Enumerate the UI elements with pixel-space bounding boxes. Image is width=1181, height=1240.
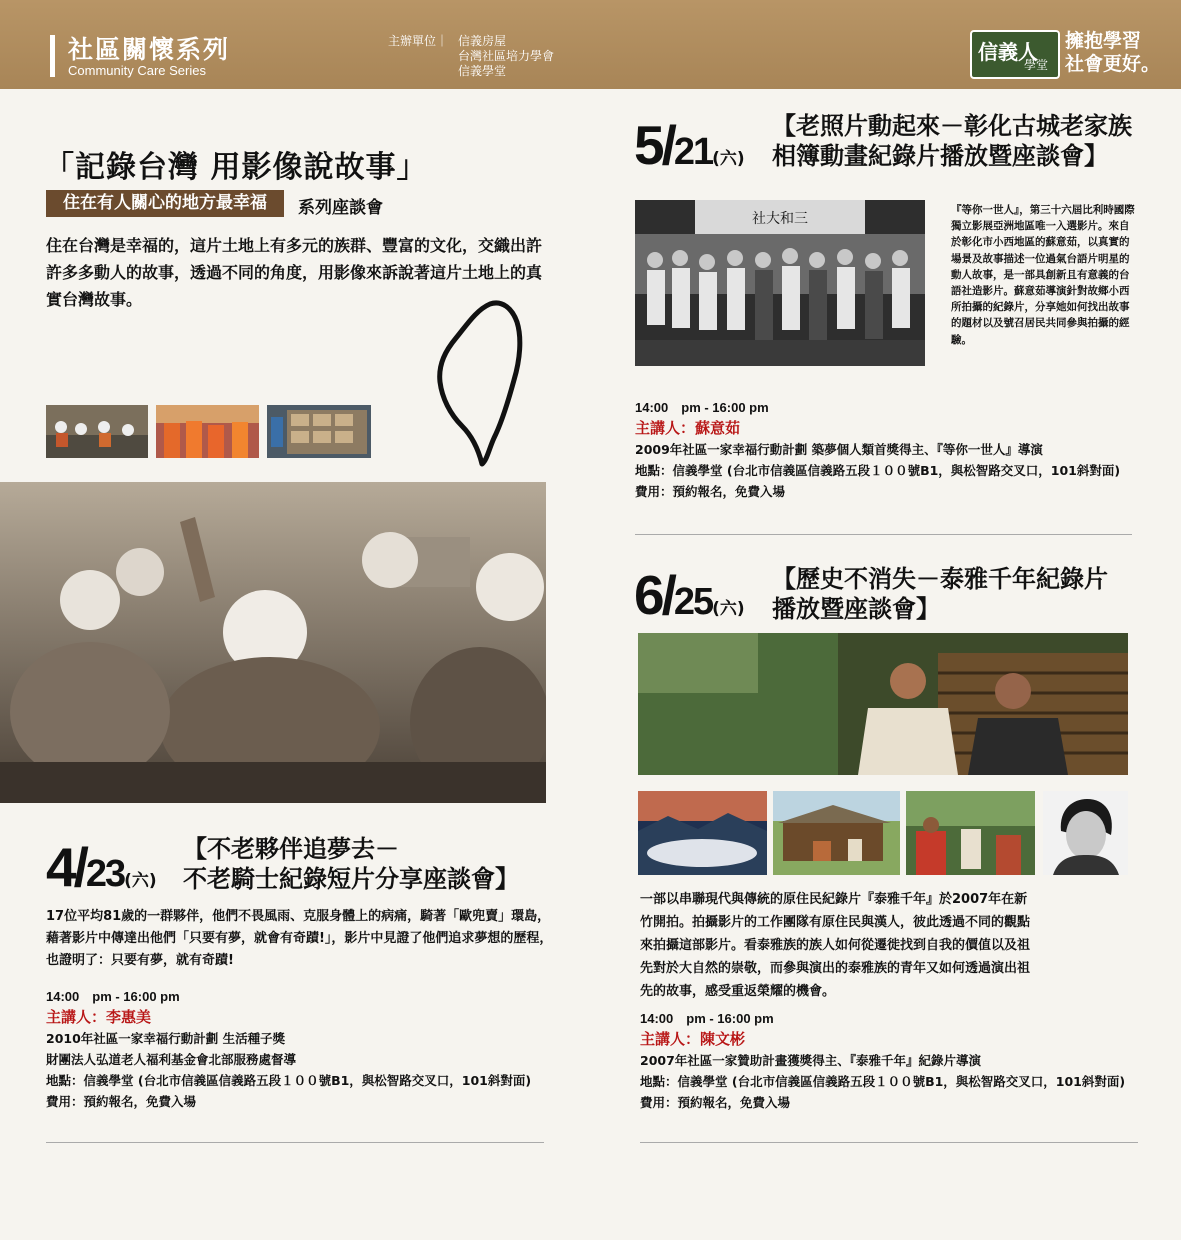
event-fee: 費用：預約報名，免費入場 — [46, 1094, 197, 1109]
event-weekday: (六) — [712, 599, 745, 619]
event-speaker: 主講人：李惠美 — [46, 1008, 152, 1026]
header-banner — [0, 0, 1181, 89]
family-photo — [635, 200, 925, 366]
logo-subtext: 學堂 — [1024, 58, 1049, 72]
thumb-weaving — [906, 791, 1035, 875]
logo — [970, 30, 1060, 79]
header-accent-bar — [50, 35, 55, 77]
taiwan-map-icon — [432, 298, 532, 468]
series-subtitle: Community Care Series — [68, 63, 206, 78]
event-weekday: (六) — [712, 149, 745, 169]
series-tag-suffix: 系列座談會 — [298, 198, 383, 218]
event-description: 17位平均81歲的一群夥伴，他們不畏風雨、克服身體上的病痛，騎著「歐兜賣」環島，藉著影片中傳達出他們「只要有夢，就會有奇蹟!」，影片中見證了他們追求夢想的歷程，也證明了：只要有夢，就有奇蹟! — [46, 909, 553, 968]
event-description: 『等你一世人』，第三十六屆比利時國際獨立影展亞洲地區唯一入選影片。來自於彰化市小西地區的蘇意茹，以真實的場景及故事描述一位過氣台語片明星的動人故事，是一部具創新且有意義的台語社造影片。蘇意茹導演針對故鄉小西所拍攝的紀錄片，分享她如何找出故事的題材以及號召居民共同參與拍攝的經驗。 — [951, 204, 1135, 346]
event-time: 14:00 pm - 16:00 pm — [635, 400, 769, 415]
divider — [635, 534, 1132, 535]
riders-photo — [0, 482, 546, 803]
logo-text: 信義人 — [978, 40, 1038, 64]
thumb-riders — [46, 405, 148, 458]
series-title: 社區關懷系列 — [68, 35, 231, 64]
event-time: 14:00 pm - 16:00 pm — [46, 989, 180, 1004]
organizer-2: 台灣社區培力學會 — [458, 49, 555, 63]
organizers-label: 主辦單位｜ — [388, 34, 449, 48]
speaker-credit: 2007年社區一家贊助計畫獲獎得主、『泰雅千年』紀錄片導演 — [640, 1053, 982, 1068]
divider — [46, 1142, 544, 1143]
photo-sign: 社大和三 — [752, 211, 808, 227]
event-month: 6/ — [634, 564, 674, 626]
event-month: 5/ — [634, 114, 674, 176]
organizers — [388, 34, 554, 79]
event-fee: 費用：預約報名，免費入場 — [640, 1095, 791, 1110]
event-date — [46, 836, 157, 898]
event-title-line-1: 【不老夥伴追夢去－ — [183, 835, 399, 863]
event-day: 25 — [673, 581, 713, 623]
event-location: 地點：信義學堂 (台北市信義區信義路五段１００號B1，與松智路交叉口，101斜對面) — [640, 1074, 1126, 1089]
speaker-credit: 2010年社區一家幸福行動計劃 生活種子獎 — [46, 1031, 286, 1046]
event-fee: 費用：預約報名，免費入場 — [635, 484, 786, 499]
thumb-group — [156, 405, 259, 458]
event-description: 一部以串聯現代與傳統的原住民紀錄片『泰雅千年』於2007年在新竹開拍。拍攝影片的工作團隊有原住民與漢人，彼此透過不同的觀點來拍攝這部影片。看泰雅族的族人如何從遷徙找到自我的價值以及祖先對於大自然的崇敬，而參與演出的泰雅族的青年又如何透過演出祖先的故事，感受重返榮耀的機會。 — [640, 892, 1031, 999]
event-speaker: 主講人：陳文彬 — [640, 1030, 746, 1048]
thumb-hut — [773, 791, 900, 875]
speaker-portrait — [1043, 791, 1128, 875]
atayal-photo — [638, 633, 1128, 775]
organizer-3: 信義學堂 — [458, 64, 507, 78]
event-title-line-2: 不老騎士紀錄短片分享座談會】 — [183, 865, 519, 893]
event-speaker: 主講人：蘇意茹 — [635, 419, 741, 437]
event-date — [634, 114, 745, 176]
page-title: 「記錄台灣 用影像說故事」 — [44, 150, 428, 185]
event-location: 地點：信義學堂 (台北市信義區信義路五段１００號B1，與松智路交叉口，101斜對面) — [635, 463, 1121, 478]
event-info — [46, 986, 531, 1112]
event-info — [635, 397, 1120, 502]
speaker-credit: 財團法人弘道老人福利基金會北部服務處督導 — [46, 1052, 297, 1067]
thumb-photos — [267, 405, 371, 458]
event-title-line-1: 【歷史不消失－泰雅千年紀錄片 — [772, 565, 1108, 593]
intro-text: 住在台灣是幸福的，這片土地上有多元的族群、豐富的文化，交織出許許多多動人的故事，透過不同的角度，用影像來訴說著這片土地上的真實台灣故事。 — [46, 236, 543, 309]
organizer-1: 信義房屋 — [458, 34, 507, 48]
slogan-line-2: 社會更好。 — [1065, 53, 1161, 75]
event-title-line-2: 播放暨座談會】 — [772, 595, 940, 623]
event-day: 21 — [673, 131, 713, 173]
speaker-credit: 2009年社區一家幸福行動計劃 築夢個人類首獎得主、『等你一世人』導演 — [635, 442, 1043, 457]
event-title — [772, 111, 1132, 171]
event-info — [640, 1008, 1125, 1113]
thumb-mountains — [638, 791, 767, 875]
series-tag: 住在有人關心的地方最幸福 — [46, 190, 284, 217]
event-title — [772, 564, 1108, 624]
event-day: 23 — [85, 853, 125, 895]
slogan-line-1: 擁抱學習 — [1065, 30, 1142, 52]
event-time: 14:00 pm - 16:00 pm — [640, 1011, 774, 1026]
event-title-line-2: 相簿動畫紀錄片播放暨座談會】 — [772, 142, 1108, 170]
slogan — [1065, 30, 1160, 76]
event-title — [183, 834, 519, 894]
event-title-line-1: 【老照片動起來－彰化古城老家族 — [772, 112, 1132, 140]
event-location: 地點：信義學堂 (台北市信義區信義路五段１００號B1，與松智路交叉口，101斜對面) — [46, 1073, 532, 1088]
event-weekday: (六) — [124, 871, 157, 891]
event-month: 4/ — [46, 836, 86, 898]
event-date — [634, 564, 745, 626]
divider — [640, 1142, 1138, 1143]
